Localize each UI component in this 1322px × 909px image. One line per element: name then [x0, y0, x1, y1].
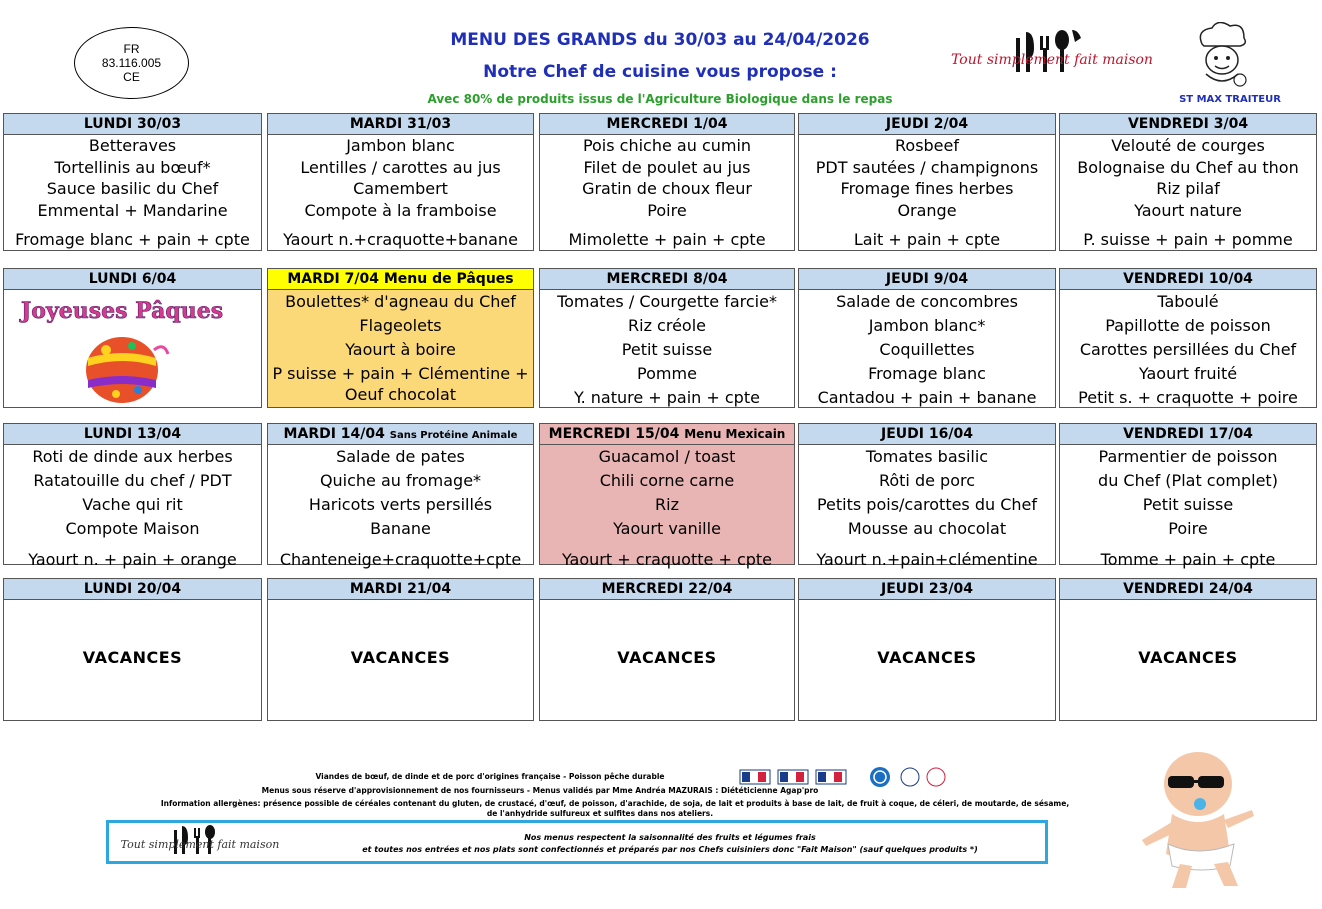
day-header: VENDREDI 17/04 — [1060, 424, 1316, 445]
fait-maison-text — [290, 832, 1050, 856]
day-card — [267, 113, 534, 251]
page-title: MENU DES GRANDS du 30/03 au 24/04/2026 — [450, 30, 870, 50]
day-header: MERCREDI 8/04 — [540, 269, 794, 290]
day-header: VENDREDI 24/04 — [1060, 579, 1316, 600]
snack-item: Y. nature + pain + cpte — [574, 388, 760, 407]
allergen-info-2: de l'anhydride sulfureux et sulfites dans nos ateliers. — [486, 809, 714, 818]
day-card — [3, 578, 262, 721]
menu-item: Sauce basilic du Chef — [46, 179, 219, 198]
snack-item: Tomme + pain + cpte — [1100, 550, 1276, 569]
day-label: MARDI 14/04 — [283, 426, 385, 442]
menu-item: Poire — [1168, 519, 1208, 538]
menu-item: Riz pilaf — [1156, 179, 1220, 198]
menu-item: du Chef (Plat complet) — [1098, 471, 1278, 490]
snack-item: P. suisse + pain + pomme — [1083, 230, 1293, 249]
menu-item: Ratatouille du chef / PDT — [33, 471, 232, 490]
day-header: LUNDI 30/03 — [4, 114, 261, 135]
snack-item: Chanteneige+craquotte+cpte — [279, 550, 522, 569]
day-header: VENDREDI 10/04 — [1060, 269, 1316, 290]
holiday-label: VACANCES — [350, 648, 451, 667]
day-label: MERCREDI 15/04 — [548, 426, 680, 442]
day-header: MARDI 7/04 Menu de Pâques — [268, 269, 533, 290]
day-card-easter — [267, 268, 534, 408]
seasonality-note: Nos menus respectent la saisonnalité des fruits et légumes frais — [524, 833, 816, 842]
snack-item: Petit s. + craquotte + poire — [1078, 388, 1298, 407]
day-header: LUNDI 13/04 — [4, 424, 261, 445]
menu-item: Yaourt fruité — [1138, 364, 1238, 383]
menu-item: Yaourt nature — [1134, 200, 1242, 220]
day-header: MARDI 31/03 — [268, 114, 533, 135]
menu-item: Filet de poulet au jus — [583, 157, 751, 177]
day-header — [268, 424, 533, 445]
holiday-label: VACANCES — [877, 648, 977, 667]
menu-item: Boulettes* d'agneau du Chef — [285, 292, 516, 311]
day-header: LUNDI 6/04 — [4, 269, 261, 290]
day-header: VENDREDI 3/04 — [1060, 114, 1316, 135]
day-card — [539, 113, 795, 251]
sustainable-fishing-logo — [870, 767, 890, 787]
menu-item: Carottes persillées du Chef — [1079, 340, 1297, 359]
day-note: Menu Mexicain — [684, 427, 786, 441]
menu-item: Petit suisse — [1142, 495, 1234, 514]
menu-item: Coquillettes — [879, 340, 975, 359]
chef-logo — [1188, 22, 1256, 90]
day-card — [1059, 423, 1317, 569]
menu-item: Petits pois/carottes du Chef — [816, 495, 1038, 514]
menu-item: Flageolets — [359, 316, 442, 335]
menu-item: Riz — [655, 495, 679, 514]
fait-maison-logo-small — [112, 824, 292, 860]
menu-item: Compote Maison — [65, 519, 200, 538]
validation-note: Menus sous réserve d'approvisionnement de nos fournisseurs - Menus validés par Mme Andréa MAZURAIS : Diététicienne Agap'pro — [261, 786, 819, 795]
day-header: JEUDI 9/04 — [799, 269, 1055, 290]
homemade-note: et toutes nos entrées et nos plats sont confectionnés et préparés par nos Chefs cuisiniers donc "Fait Maison" (sauf quelques produits *) — [362, 845, 978, 854]
day-card-mexican — [539, 423, 795, 569]
menu-item: Riz créole — [628, 316, 706, 335]
menu-item: Oeuf chocolat — [344, 385, 457, 404]
day-card — [539, 268, 795, 408]
menu-item: Jambon blanc — [346, 136, 455, 155]
day-header: JEUDI 16/04 — [799, 424, 1055, 445]
day-card — [798, 423, 1056, 569]
logo-text: Tout simplement fait maison — [951, 52, 1153, 68]
day-card — [1059, 113, 1317, 251]
menu-item: Papillotte de poisson — [1105, 316, 1271, 335]
menu-item: Yaourt vanille — [613, 519, 721, 538]
day-header: JEUDI 23/04 — [799, 579, 1055, 600]
french-meat-logo — [740, 770, 770, 784]
stamp-line-2: 83.116.005 — [101, 56, 162, 70]
holiday-label: VACANCES — [82, 648, 183, 667]
menu-item: Roti de dinde aux herbes — [32, 447, 233, 466]
page-subtitle: Notre Chef de cuisine vous propose : — [483, 62, 837, 82]
day-card — [267, 578, 534, 721]
day-header — [540, 424, 794, 445]
menu-item: Parmentier de poisson — [1098, 447, 1278, 466]
caterer-name: ST MAX TRAITEUR — [1179, 94, 1281, 105]
fait-maison-logo — [940, 28, 1165, 83]
logo-text-small: Tout simplement fait maison — [120, 838, 280, 851]
menu-item: Rosbeef — [895, 136, 959, 155]
menu-item: Chili corne carne — [599, 471, 735, 490]
french-meat-logo — [816, 770, 846, 784]
easter-greeting: Joyeuses Pâques — [20, 298, 224, 324]
menu-item: Salade de concombres — [836, 292, 1018, 311]
menu-item: Camembert — [353, 179, 448, 198]
day-card — [1059, 268, 1317, 408]
menu-item: Petit suisse — [621, 340, 713, 359]
snack-item: Mimolette + pain + cpte — [568, 230, 766, 249]
bio-note: Avec 80% de produits issus de l'Agriculture Biologique dans le repas — [427, 92, 893, 106]
menu-item: Taboulé — [1157, 292, 1219, 311]
menu-item: Mousse au chocolat — [847, 519, 1007, 538]
menu-item: Betteraves — [88, 136, 177, 155]
snack-item: Yaourt n. + pain + orange — [28, 550, 237, 569]
holiday-label: VACANCES — [1138, 648, 1238, 667]
snack-item: Lait + pain + cpte — [853, 230, 1001, 249]
snack-item: Yaourt + craquotte + cpte — [561, 550, 773, 569]
day-header: MARDI 21/04 — [268, 579, 533, 600]
menu-item: Salade de pates — [336, 447, 465, 466]
day-note: Sans Protéine Animale — [389, 430, 518, 441]
menu-item: Quiche au fromage* — [319, 471, 482, 490]
day-header: MERCREDI 22/04 — [540, 579, 794, 600]
day-card — [3, 113, 262, 251]
day-card — [3, 268, 262, 408]
french-meat-logo — [778, 770, 808, 784]
menu-item: Pois chiche au cumin — [582, 136, 752, 155]
day-header: JEUDI 2/04 — [799, 114, 1055, 135]
menu-item: Poire — [647, 200, 687, 220]
snack-item: Yaourt n.+pain+clémentine — [816, 550, 1038, 569]
easter-egg-image — [4, 290, 261, 408]
menu-item: Velouté de courges — [1111, 136, 1265, 155]
baby-illustration — [1128, 748, 1258, 893]
menu-item: P suisse + pain + Clémentine + — [272, 364, 529, 383]
day-header: MERCREDI 1/04 — [540, 114, 794, 135]
day-card — [1059, 578, 1317, 721]
menu-item: Fromage blanc — [868, 364, 986, 383]
menu-item: Tortellinis au bœuf* — [54, 157, 211, 177]
menu-item: Vache qui rit — [82, 495, 183, 514]
certification-stamp — [74, 27, 189, 99]
day-card — [539, 578, 795, 721]
snack-item: Fromage blanc + pain + cpte — [15, 230, 250, 249]
menu-item: Gratin de choux fleur — [582, 179, 752, 198]
menu-item: Guacamol / toast — [598, 447, 736, 466]
menu-item: Bolognaise du Chef au thon — [1077, 157, 1299, 177]
menu-item: Tomates basilic — [865, 447, 989, 466]
origin-note: Viandes de bœuf, de dinde et de porc d'origines française - Poisson pêche durable — [315, 772, 665, 781]
menu-item: Fromage fines herbes — [840, 179, 1014, 198]
label-logos — [738, 766, 948, 788]
menu-item: Yaourt à boire — [345, 340, 456, 359]
day-header: LUNDI 20/04 — [4, 579, 261, 600]
allergen-info: Information allergènes: présence possible de céréales contenant du gluten, de crustacé, d'œuf, de poisson, d'arachide, de soja, de lait et produits à base de lait, de fruit à coque, de céleri, de moutarde, de sésame, — [160, 799, 1070, 808]
day-card — [3, 423, 262, 569]
menu-item: Haricots verts persillés — [308, 495, 493, 514]
day-card — [798, 268, 1056, 408]
day-card — [798, 578, 1056, 721]
menu-item: Emmental + Mandarine — [37, 200, 228, 220]
snack-item: Yaourt n.+craquotte+banane — [283, 230, 518, 249]
stamp-line-3: CE — [123, 70, 140, 84]
menu-item: Lentilles / carottes au jus — [300, 157, 501, 177]
snack-item: Cantadou + pain + banane — [817, 388, 1037, 407]
menu-item: Compote à la framboise — [304, 200, 497, 220]
stamp-line-1: FR — [123, 42, 140, 56]
menu-item: Orange — [897, 200, 957, 220]
menu-item: Pomme — [637, 364, 697, 383]
day-card — [267, 423, 534, 569]
day-card — [798, 113, 1056, 251]
menu-item: Banane — [370, 519, 431, 538]
menu-item: Jambon blanc* — [868, 316, 986, 335]
menu-item: PDT sautées / champignons — [815, 157, 1039, 177]
holiday-label: VACANCES — [617, 648, 717, 667]
menu-item: Tomates / Courgette farcie* — [557, 292, 777, 311]
menu-item: Rôti de porc — [878, 471, 976, 490]
